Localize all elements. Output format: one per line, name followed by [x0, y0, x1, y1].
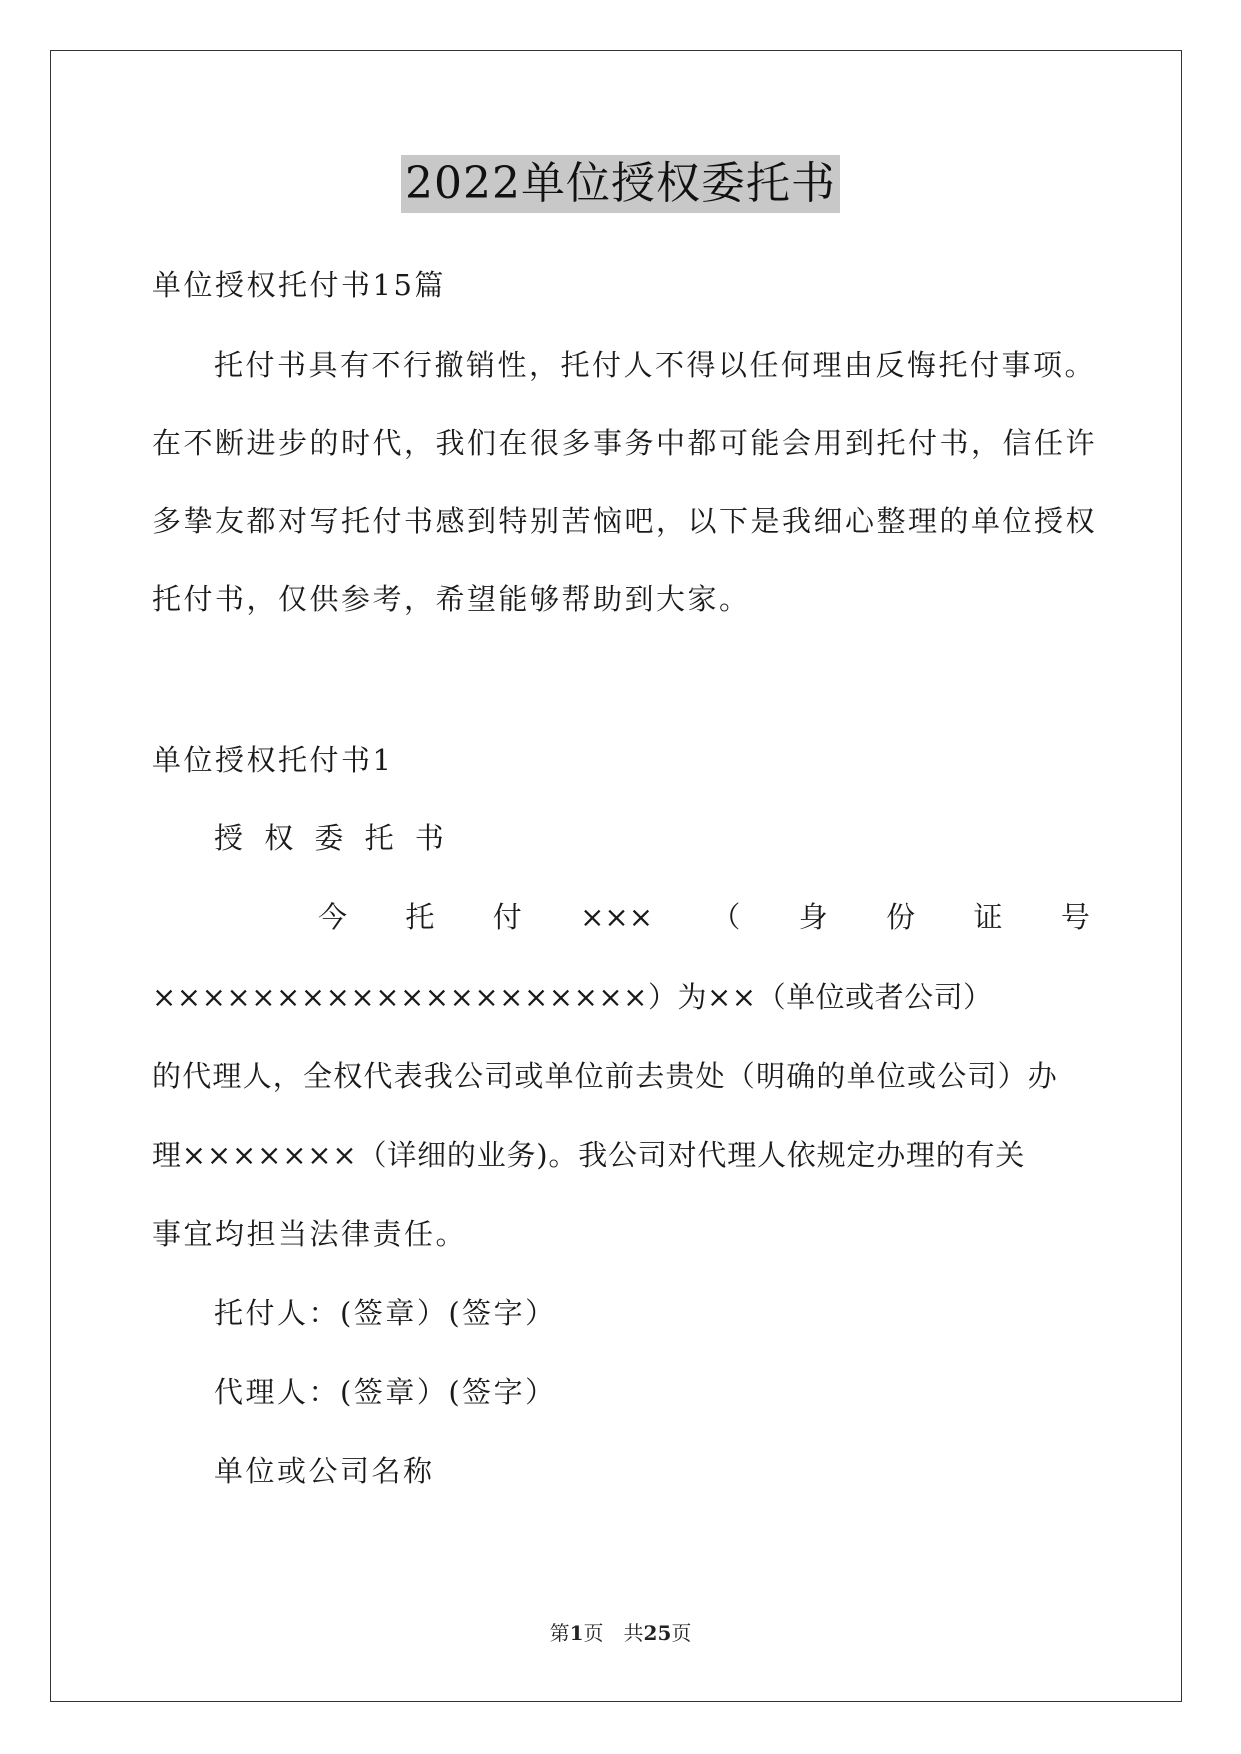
footer-prefix: 第: [549, 1621, 570, 1645]
section-heading: 单位授权托付书1: [152, 743, 394, 777]
intro-line-2: 在不断进步的时代，我们在很多事务中都可能会用到托付书，信任许: [152, 426, 1098, 460]
body-line-1-word: 证: [973, 900, 1003, 934]
body-line-5: 事宜均担当法律责任。: [152, 1217, 468, 1251]
principal-signature-line: 托付人：(签章）(签字）: [214, 1296, 557, 1330]
body-line-2: ××××××××××××××××××××）为××（单位或者公司）: [152, 980, 993, 1014]
body-line-3: 的代理人，全权代表我公司或单位前去贵处（明确的单位或公司）办: [152, 1059, 1059, 1093]
page-footer: [0, 1620, 1241, 1646]
body-line-4: 理×××××××（详细的业务)。我公司对代理人依规定办理的有关: [152, 1138, 1026, 1172]
document-title: 2022单位授权委托书: [401, 155, 840, 213]
agent-signature-line: 代理人：(签章）(签字）: [214, 1375, 557, 1409]
body-line-1: [318, 897, 1090, 937]
footer-middle: 页 共: [583, 1621, 644, 1645]
document-subtitle: 单位授权托付书15篇: [152, 268, 446, 302]
footer-suffix: 页: [671, 1621, 692, 1645]
authorization-letter-title: 授 权 委 托 书: [214, 821, 450, 855]
footer-total-pages: 25: [643, 1621, 672, 1645]
body-line-1-word: 托: [405, 900, 435, 934]
title-container: [0, 155, 1241, 213]
body-line-1-word: 号: [1060, 900, 1090, 934]
intro-line-1: 托付书具有不行撤销性，托付人不得以任何理由反悔托付事项。: [214, 348, 1097, 382]
company-name-line: 单位或公司名称: [214, 1454, 435, 1488]
body-line-1-word: 份: [886, 900, 916, 934]
body-line-1-word: 今: [318, 900, 348, 934]
intro-line-3: 多挚友都对写托付书感到特别苦恼吧，以下是我细心整理的单位授权: [152, 504, 1098, 538]
footer-page-number: 1: [569, 1621, 584, 1645]
body-line-1-word: 付: [492, 900, 522, 934]
body-line-1-word: ×××: [580, 900, 654, 934]
body-line-1-word: 身: [798, 900, 828, 934]
intro-line-4: 托付书，仅供参考，希望能够帮助到大家。: [152, 582, 751, 616]
body-line-1-word: （: [711, 900, 741, 934]
